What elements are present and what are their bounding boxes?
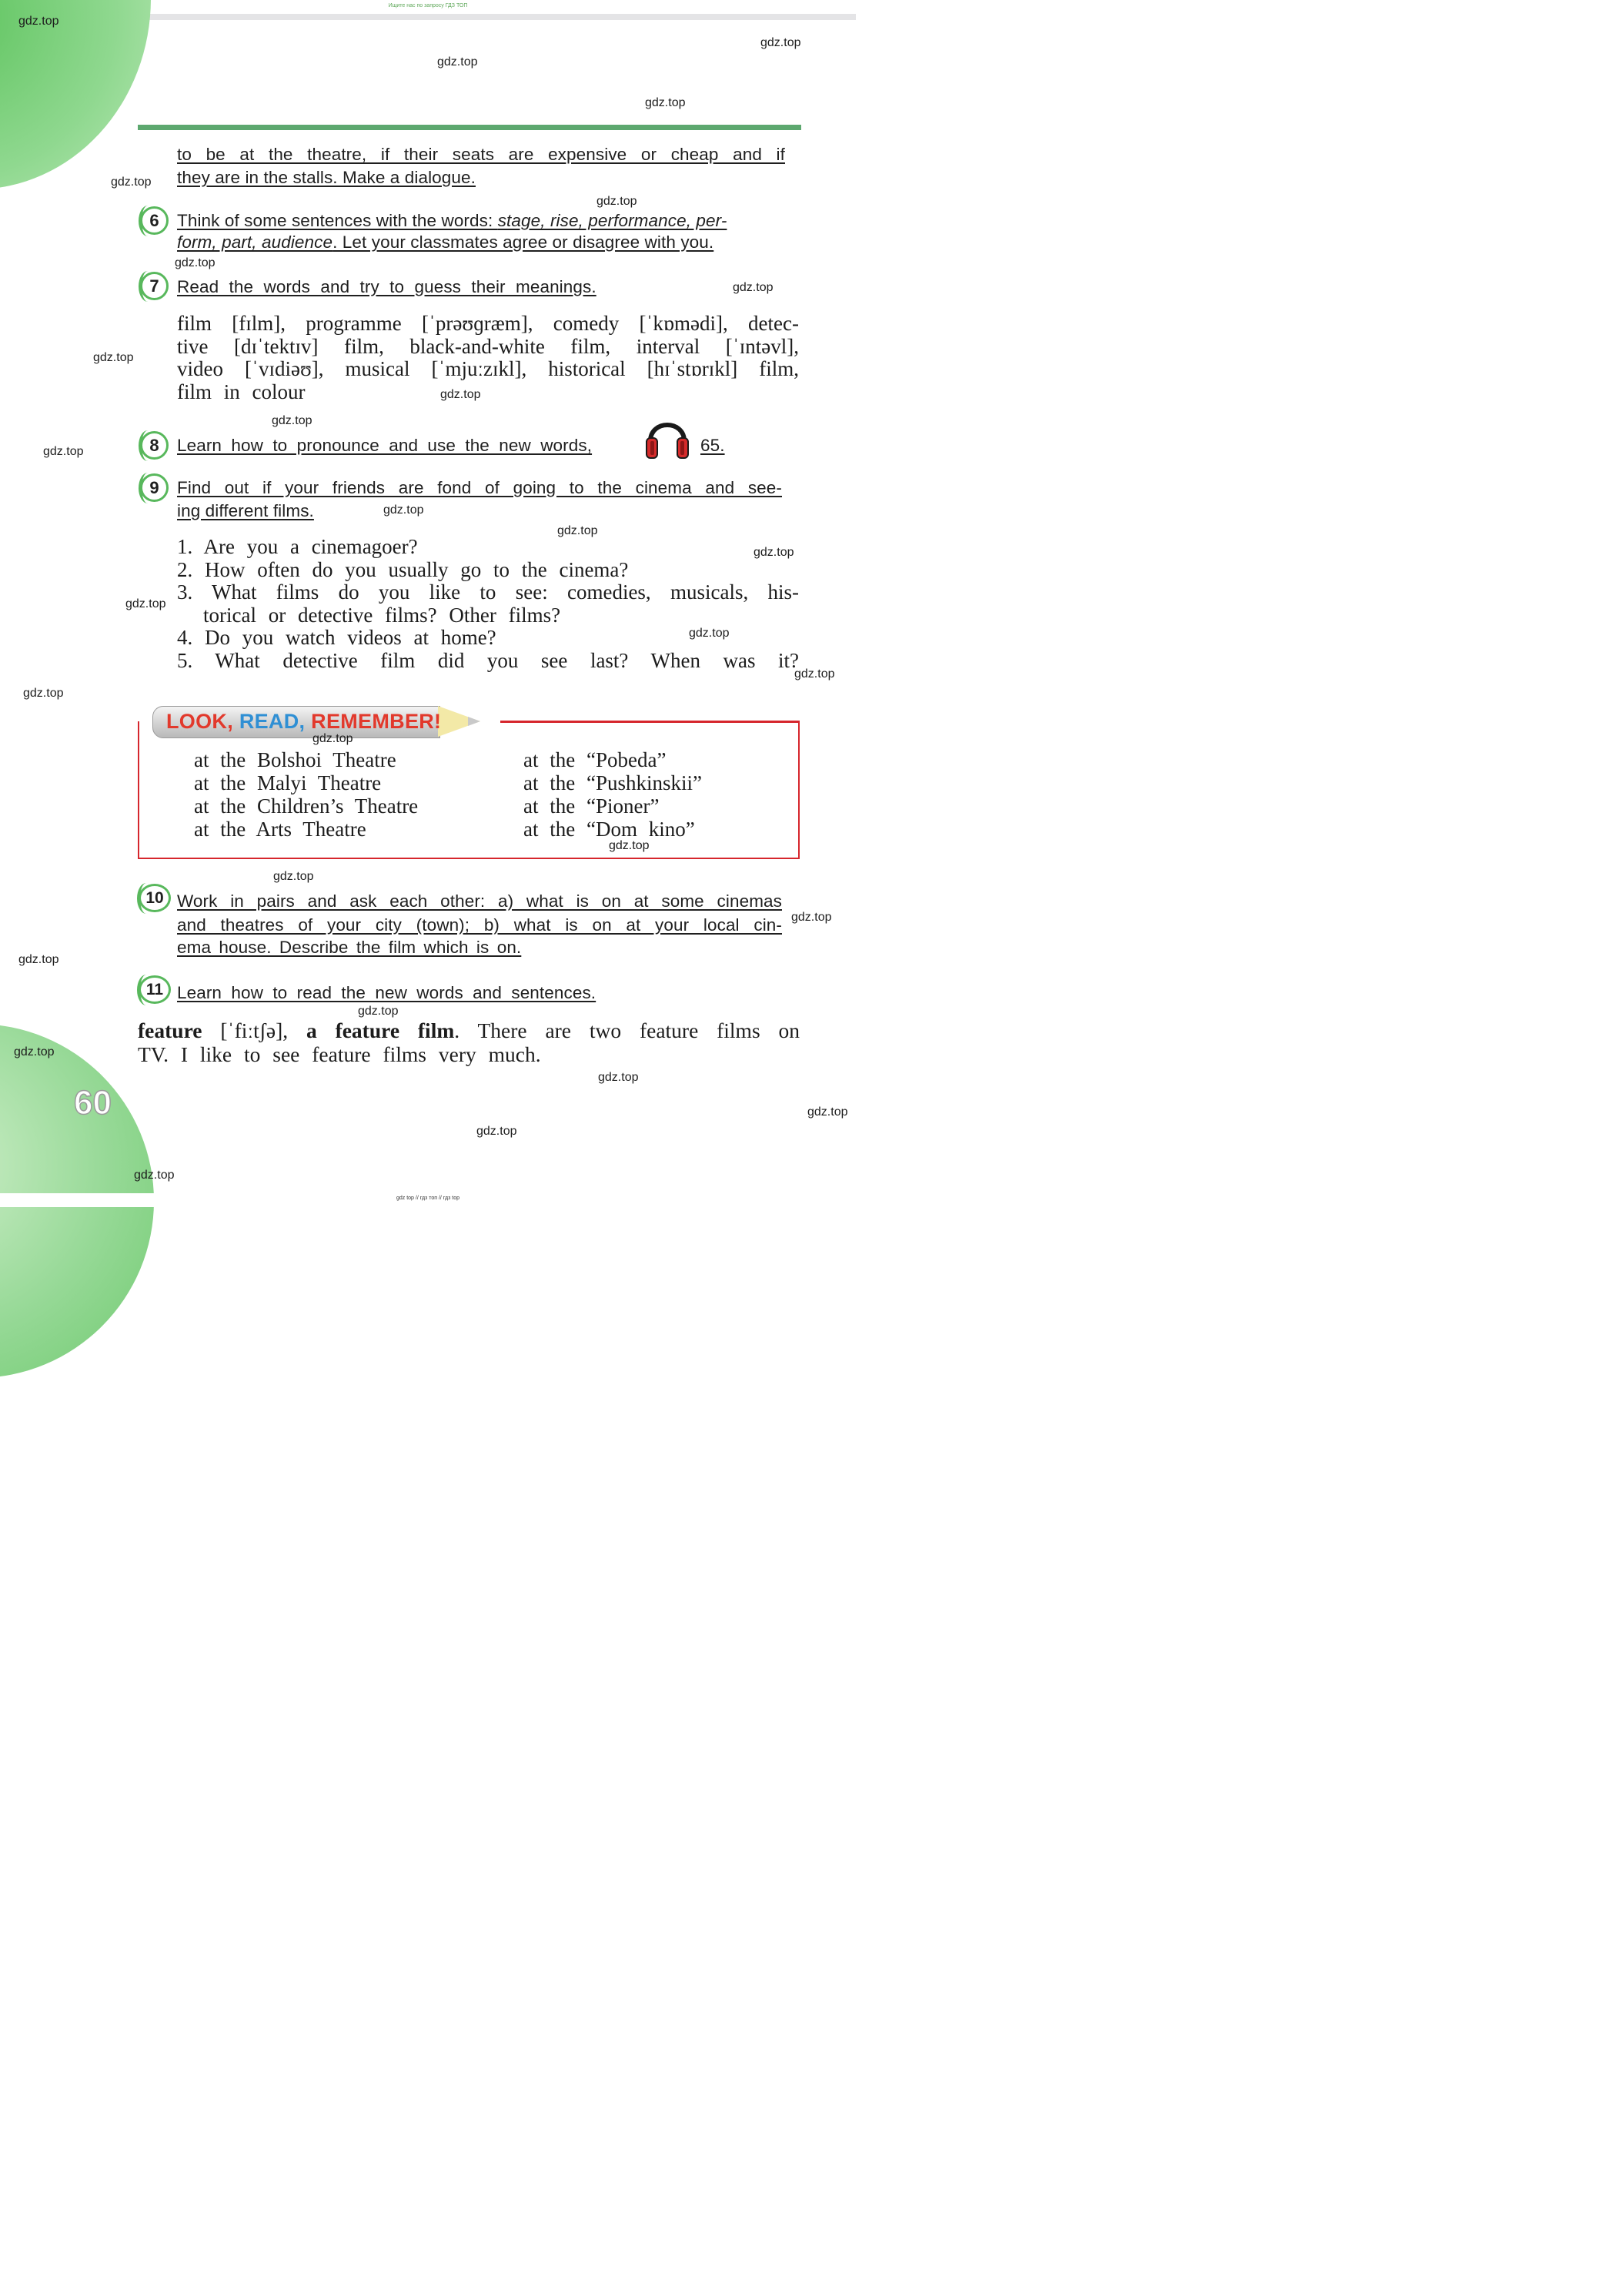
look-read-remember-title: [166, 710, 441, 734]
watermark: gdz.top: [596, 195, 637, 208]
exercise-9-questions: [177, 536, 799, 672]
watermark: gdz.top: [23, 687, 64, 700]
intro-line-1: to be at the theatre, if their seats are expensive or cheap and if: [177, 145, 785, 164]
exercise-10-line-1: Work in pairs and ask each other: a) what is on at some cinemas: [177, 891, 782, 911]
title-read: READ,: [239, 710, 306, 733]
venues-left-column: [194, 748, 418, 841]
word-feature-film: a feature film: [306, 1018, 455, 1042]
watermark: gdz.top: [111, 176, 152, 189]
watermark: gdz.top: [440, 388, 481, 401]
headphones-icon[interactable]: [643, 410, 691, 461]
word-feature: feature: [138, 1018, 202, 1042]
watermark: gdz.top: [807, 1105, 848, 1119]
exercise-8-track-number: 65.: [700, 436, 725, 455]
watermark: gdz.top: [14, 1045, 55, 1059]
page-number: 60: [74, 1084, 112, 1122]
exercise-7-instruction: Read the words and try to guess their meanings.: [177, 277, 596, 296]
question-3: 3. What films do you like to see: comedies, musicals, his-: [177, 580, 799, 604]
venue-right-3: at the “Pioner”: [523, 794, 660, 818]
watermark: gdz.top: [18, 953, 59, 966]
venue-right-1: at the “Pobeda”: [523, 748, 667, 771]
watermark: gdz.top: [93, 351, 134, 364]
vocab-line-1: film [fɪlm], programme [ˈprəʊɡræm], comedy [ˈkɒmədi], detec-: [177, 312, 799, 335]
venue-right-4: at the “Dom kino”: [523, 818, 695, 841]
question-3-continued: torical or detective films? Other films?: [203, 603, 561, 627]
exercise-9-line-1: Find out if your friends are fond of going to the cinema and see-: [177, 478, 782, 497]
watermark: gdz.top: [645, 96, 686, 109]
bottom-banner-text: gdz top // гдз топ // гдз top: [396, 1196, 460, 1201]
pencil-lead: [468, 717, 480, 726]
venue-left-2: at the Malyi Theatre: [194, 771, 382, 794]
exercise-8-instruction: Learn how to pronounce and use the new words,: [177, 436, 593, 455]
watermark: gdz.top: [794, 667, 835, 681]
watermark: gdz.top: [437, 55, 478, 69]
exercise-6-number: 6: [140, 206, 169, 235]
watermark: gdz.top: [754, 546, 794, 559]
top-banner-text: Ищите нас по запросу ГДЗ ТОП: [388, 3, 468, 8]
venue-left-3: at the Children’s Theatre: [194, 794, 419, 818]
exercise-9-line-2: ing different films.: [177, 501, 314, 520]
watermark: gdz.top: [175, 256, 216, 269]
exercise-6-line-2: form, part, audience. Let your classmates agree or disagree with you.: [177, 232, 714, 252]
exercise-8-number: 8: [140, 431, 169, 460]
watermark: gdz.top: [358, 1005, 399, 1018]
question-1: 1. Are you a cinemagoer?: [177, 535, 418, 558]
title-remember: REMEMBER!: [311, 710, 442, 733]
venues-right-column: [523, 748, 702, 841]
watermark: gdz.top: [18, 15, 59, 28]
exercise-6-line-1: Think of some sentences with the words: stage, rise, performance, per-: [177, 211, 727, 230]
venue-right-2: at the “Pushkinskii”: [523, 771, 702, 794]
question-4: 4. Do you watch videos at home?: [177, 626, 496, 649]
watermark: gdz.top: [476, 1125, 517, 1138]
venue-left-4: at the Arts Theatre: [194, 818, 366, 841]
watermark: gdz.top: [609, 839, 650, 852]
watermark: gdz.top: [383, 503, 424, 517]
exercise-11-sentence-2: TV. I like to see feature films very much.: [138, 1042, 541, 1066]
watermark: gdz.top: [312, 732, 353, 745]
exercise-11-number: 11: [139, 975, 171, 1004]
vocab-line-3: video [ˈvɪdiəʊ], musical [ˈmjuːzɪkl], historical [hɪˈstɒrɪkl] film,: [177, 357, 799, 380]
exercise-10-line-3: ema house. Describe the film which is on.: [177, 938, 522, 957]
question-5: 5. What detective film did you see last? When was it?: [177, 648, 799, 672]
vocab-line-4: film in colour: [177, 380, 306, 403]
exercise-11-instruction: Learn how to read the new words and sentences.: [177, 983, 596, 1002]
watermark: gdz.top: [273, 870, 314, 883]
exercise-11-sentence-1: feature [ˈfiːtʃə], a feature film. There are two feature films on: [138, 1018, 800, 1042]
watermark: gdz.top: [598, 1071, 639, 1084]
header-rule: [138, 125, 801, 130]
watermark: gdz.top: [689, 627, 730, 640]
exercise-7-number: 7: [140, 272, 169, 300]
watermark: gdz.top: [125, 597, 166, 610]
intro-line-2: they are in the stalls. Make a dialogue.: [177, 168, 476, 187]
exercise-9-number: 9: [140, 473, 169, 502]
box-top-border: [500, 721, 800, 723]
vocab-line-2: tive [dɪˈtektɪv] film, black-and-white film, interval [ˈɪntəvl],: [177, 334, 799, 358]
watermark: gdz.top: [272, 414, 312, 427]
watermark: gdz.top: [43, 445, 84, 458]
watermark: gdz.top: [791, 911, 832, 924]
watermark: gdz.top: [733, 281, 774, 294]
exercise-7-vocabulary: [177, 313, 799, 403]
watermark: gdz.top: [134, 1169, 175, 1182]
watermark: gdz.top: [557, 524, 598, 537]
exercise-10-line-2: and theatres of your city (town); b) what is on at your local cin-: [177, 915, 782, 935]
title-look: LOOK,: [166, 710, 233, 733]
question-2: 2. How often do you usually go to the cinema?: [177, 557, 629, 581]
venue-left-1: at the Bolshoi Theatre: [194, 748, 396, 771]
watermark: gdz.top: [760, 36, 801, 49]
exercise-10-number: 10: [139, 884, 171, 912]
